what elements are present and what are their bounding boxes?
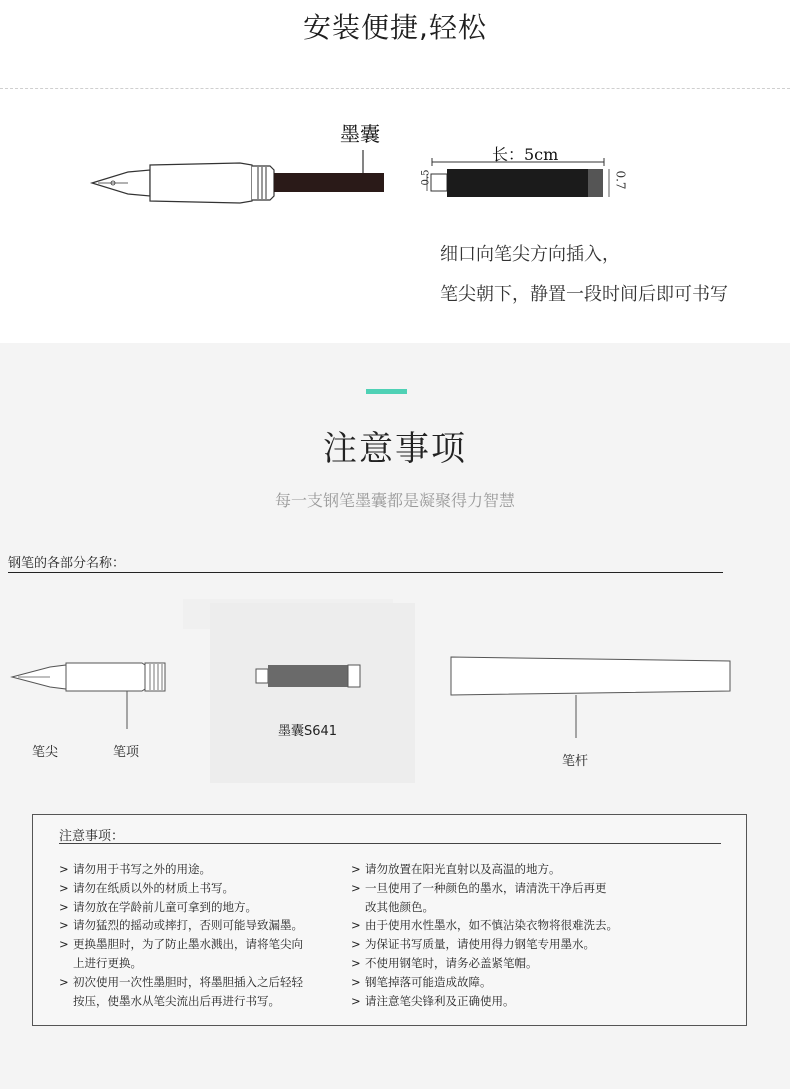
large-diameter-label: 0.7 — [613, 170, 628, 190]
instruction-line-2: 笔尖朝下，静置一段时间后即可书写 — [440, 284, 728, 305]
cartridge-install-illustration — [0, 100, 790, 230]
note-item — [59, 992, 339, 1011]
note-item — [351, 898, 651, 917]
notes-left-column — [59, 860, 339, 1010]
chevron-right-icon: > — [59, 862, 69, 876]
chevron-right-icon: > — [351, 880, 361, 895]
notice-subtitle: 每一支钢笔墨囊都是凝聚得力智慧 — [274, 491, 515, 510]
note-item — [351, 879, 651, 898]
notice-title: 注意事项 — [323, 429, 467, 469]
neck-label: 笔项 — [113, 745, 140, 760]
note-text: 请注意笔尖锋利及正确使用。 — [365, 993, 515, 1008]
chevron-right-icon — [59, 992, 73, 1011]
chevron-right-icon: > — [59, 937, 69, 952]
note-item — [351, 935, 651, 954]
note-text: 更换墨胆时，为了防止墨水溅出，请将笔尖向 — [73, 937, 303, 952]
note-item — [59, 860, 339, 879]
note-text: 不使用钢笔时，请务必盖紧笔帽。 — [365, 955, 538, 970]
note-text: 请勿放在学龄前儿童可拿到的地方。 — [73, 899, 257, 914]
note-text: 请勿在纸质以外的材质上书写。 — [73, 880, 234, 895]
notes-title: 注意事项： — [59, 829, 125, 844]
accent-bar — [366, 389, 407, 394]
small-diameter-label: 0.5 — [420, 169, 432, 186]
chevron-right-icon: > — [351, 974, 361, 989]
chevron-right-icon: > — [351, 955, 361, 970]
note-text: 为保证书写质量，请使用得力钢笔专用墨水。 — [365, 937, 595, 952]
note-text: 请勿用于书写之外的用途。 — [73, 862, 211, 876]
chevron-right-icon: > — [59, 880, 69, 895]
chevron-right-icon: > — [351, 937, 361, 952]
note-item — [351, 992, 651, 1011]
install-title: 安装便捷,轻松 — [303, 11, 487, 44]
chevron-right-icon: > — [59, 918, 69, 933]
note-item — [59, 973, 339, 992]
instruction-line-1: 细口向笔尖方向插入， — [440, 244, 620, 265]
note-text: 初次使用一次性墨胆时，将墨胆插入之后轻轻 — [73, 974, 303, 989]
note-item — [351, 916, 651, 935]
note-text: 钢笔掉落可能造成故障。 — [365, 974, 492, 989]
note-text: 上进行更换。 — [73, 955, 142, 970]
note-text: 请勿放置在阳光直射以及高温的地方。 — [365, 862, 561, 876]
cartridge-label: 墨囊S641 — [278, 724, 338, 739]
note-item — [59, 879, 339, 898]
notice-section — [0, 343, 790, 1089]
note-item — [351, 860, 651, 879]
nib-label: 笔尖 — [32, 745, 59, 760]
note-item — [351, 973, 651, 992]
chevron-right-icon: > — [59, 974, 69, 989]
install-section — [0, 0, 790, 343]
notes-title-underline — [59, 843, 721, 844]
chevron-right-icon: > — [351, 918, 361, 933]
chevron-right-icon — [59, 954, 73, 973]
notes-right-column — [351, 860, 651, 1010]
note-text: 请勿猛烈的摇动或摔打，否则可能导致漏墨。 — [73, 918, 303, 933]
parts-heading-underline — [8, 572, 723, 573]
note-text: 由于使用水性墨水，如不慎沾染衣物将很难洗去。 — [365, 918, 618, 933]
note-text: 改其他颜色。 — [365, 899, 434, 914]
ink-cartridge-label: 墨囊 — [340, 122, 380, 146]
note-item — [351, 954, 651, 973]
note-item — [59, 935, 339, 954]
note-text: 一旦使用了一种颜色的墨水，请清洗干净后再更 — [365, 880, 607, 895]
note-item — [59, 954, 339, 973]
chevron-right-icon: > — [351, 993, 361, 1008]
parts-heading: 钢笔的各部分名称： — [8, 556, 126, 571]
length-label: 长：5cm — [492, 145, 559, 164]
chevron-right-icon: > — [351, 862, 361, 876]
dashed-divider — [0, 88, 790, 89]
chevron-right-icon: > — [59, 899, 69, 914]
notes-box — [32, 814, 747, 1026]
note-item — [59, 898, 339, 917]
barrel-label: 笔杆 — [562, 754, 589, 769]
chevron-right-icon — [351, 898, 365, 917]
note-text: 按压，使墨水从笔尖流出后再进行书写。 — [73, 993, 280, 1008]
note-item — [59, 916, 339, 935]
